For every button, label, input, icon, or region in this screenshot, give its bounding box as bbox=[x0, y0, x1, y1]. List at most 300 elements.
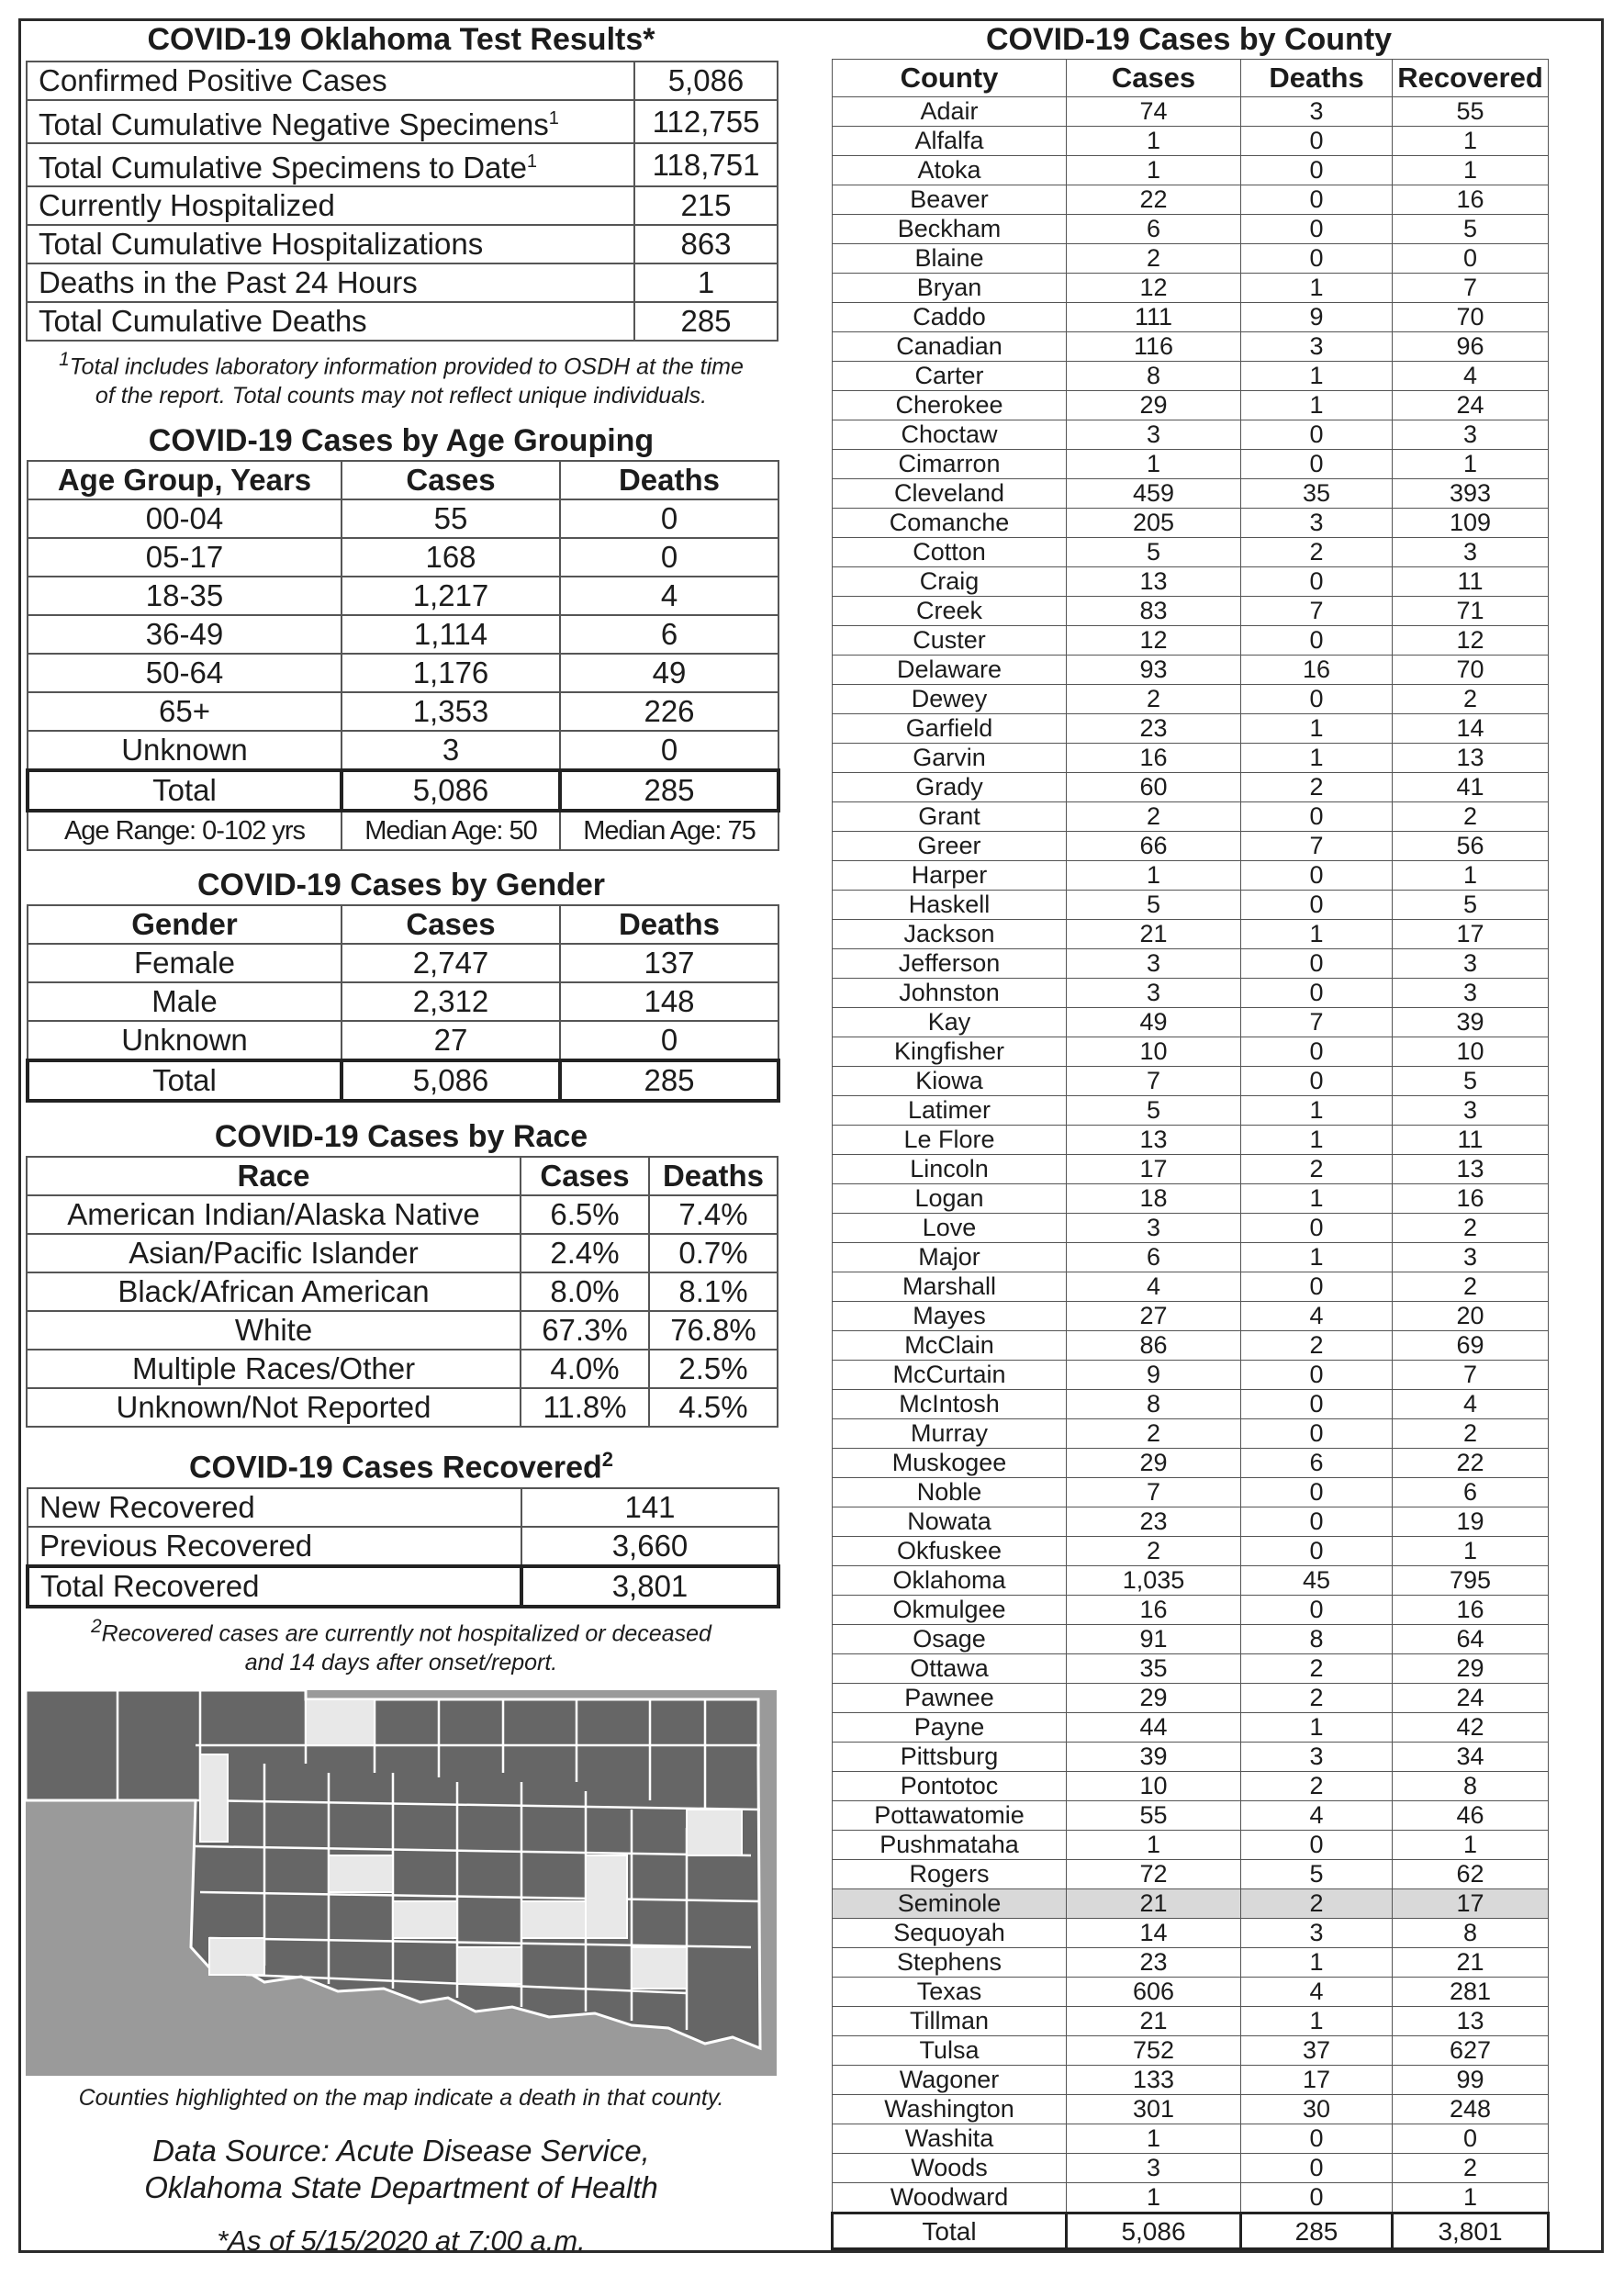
left-column bbox=[26, 20, 777, 2259]
county-cell: Cotton bbox=[833, 538, 1067, 567]
county-row bbox=[833, 1625, 1549, 1654]
county-cell: Woodward bbox=[833, 2183, 1067, 2213]
county-total-cell: 5,086 bbox=[1067, 2213, 1241, 2249]
recovered-total-label: Total Recovered bbox=[28, 1566, 521, 1607]
county-cell: 11 bbox=[1393, 567, 1549, 597]
county-row bbox=[833, 626, 1549, 656]
county-row bbox=[833, 1948, 1549, 1978]
county-row bbox=[833, 891, 1549, 920]
county-cell: 5 bbox=[1067, 891, 1241, 920]
county-cell: 55 bbox=[1393, 97, 1549, 127]
county-cell: Canadian bbox=[833, 332, 1067, 362]
county-cell: Alfalfa bbox=[833, 127, 1067, 156]
county-cell: Major bbox=[833, 1243, 1067, 1272]
county-row bbox=[833, 1331, 1549, 1361]
county-cell: 2 bbox=[1241, 1331, 1393, 1361]
as-of-date: *As of 5/15/2020 at 7:00 a.m. bbox=[217, 2224, 586, 2257]
county-cell: 2 bbox=[1241, 1155, 1393, 1184]
county-cell: Noble bbox=[833, 1478, 1067, 1507]
test-result-row bbox=[27, 302, 778, 341]
age-header: Age Group, Years bbox=[28, 461, 342, 499]
county-cell: 3 bbox=[1393, 538, 1549, 567]
county-cell: 1 bbox=[1393, 156, 1549, 185]
race-cell: 76.8% bbox=[649, 1311, 778, 1350]
county-cell: 4 bbox=[1241, 1978, 1393, 2007]
county-cell: Kay bbox=[833, 1008, 1067, 1037]
county-cell: 0 bbox=[1241, 185, 1393, 215]
county-cell: 7 bbox=[1067, 1478, 1241, 1507]
gender-row bbox=[28, 982, 778, 1021]
data-source bbox=[26, 2133, 777, 2259]
county-cell: 1 bbox=[1241, 1713, 1393, 1743]
test-result-label: Total Cumulative Specimens to Date$^1$ bbox=[27, 143, 634, 186]
county-row bbox=[833, 1889, 1549, 1919]
recovered-label: New Recovered bbox=[28, 1488, 521, 1527]
county-cell: 2 bbox=[1067, 244, 1241, 274]
county-row bbox=[833, 1919, 1549, 1948]
race-cell: 11.8% bbox=[521, 1388, 649, 1427]
county-row bbox=[833, 1772, 1549, 1801]
county-row bbox=[833, 1155, 1549, 1184]
county-cell: Choctaw bbox=[833, 420, 1067, 450]
county-cell: 60 bbox=[1067, 773, 1241, 802]
gender-cell: Unknown bbox=[28, 1021, 342, 1060]
county-cell: 0 bbox=[1241, 1507, 1393, 1537]
county-cell: 13 bbox=[1067, 1126, 1241, 1155]
race-row bbox=[27, 1311, 778, 1350]
county-cell: 205 bbox=[1067, 509, 1241, 538]
county-cell: 0 bbox=[1241, 1214, 1393, 1243]
county-cell: 1 bbox=[1067, 127, 1241, 156]
county-cell: Okfuskee bbox=[833, 1537, 1067, 1566]
county-cell: 10 bbox=[1067, 1772, 1241, 1801]
race-header: Deaths bbox=[649, 1157, 778, 1195]
county-cell: 0 bbox=[1241, 244, 1393, 274]
county-row bbox=[833, 185, 1549, 215]
county-cell: 6 bbox=[1241, 1449, 1393, 1478]
county-cell: 69 bbox=[1393, 1331, 1549, 1361]
age-total-row bbox=[28, 770, 778, 811]
county-cell: 5 bbox=[1067, 1096, 1241, 1126]
county-cell: Cimarron bbox=[833, 450, 1067, 479]
county-cell: 21 bbox=[1067, 2007, 1241, 2036]
county-header: Cases bbox=[1067, 60, 1241, 97]
age-cell: 1,114 bbox=[342, 615, 560, 654]
county-cell: 459 bbox=[1067, 479, 1241, 509]
county-cell: 9 bbox=[1067, 1361, 1241, 1390]
county-cell: Johnston bbox=[833, 979, 1067, 1008]
county-cell: 34 bbox=[1393, 1743, 1549, 1772]
county-cell: 2 bbox=[1393, 1419, 1549, 1449]
gender-title: COVID-19 Cases by Gender bbox=[196, 868, 606, 903]
county-row bbox=[833, 479, 1549, 509]
county-cell: 35 bbox=[1067, 1654, 1241, 1684]
gender-header: Cases bbox=[342, 905, 560, 944]
county-cell: 14 bbox=[1067, 1919, 1241, 1948]
county-cell: 7 bbox=[1067, 1067, 1241, 1096]
county-cell: Mayes bbox=[833, 1302, 1067, 1331]
county-cell: 0 bbox=[1241, 567, 1393, 597]
county-row bbox=[833, 1801, 1549, 1831]
county-cell: 0 bbox=[1241, 949, 1393, 979]
county-cell: 23 bbox=[1067, 714, 1241, 744]
county-cell: Caddo bbox=[833, 303, 1067, 332]
age-cell: 1,353 bbox=[342, 692, 560, 731]
race-cell: 4.5% bbox=[649, 1388, 778, 1427]
county-cell: 0 bbox=[1241, 450, 1393, 479]
county-cell: 62 bbox=[1393, 1860, 1549, 1889]
county-cell: 0 bbox=[1241, 1390, 1393, 1419]
county-row bbox=[833, 509, 1549, 538]
county-row bbox=[833, 1214, 1549, 1243]
recovered-table bbox=[26, 1487, 780, 1608]
county-cell: Haskell bbox=[833, 891, 1067, 920]
county-cell: 64 bbox=[1393, 1625, 1549, 1654]
county-row bbox=[833, 420, 1549, 450]
county-row bbox=[833, 156, 1549, 185]
county-cell: Tillman bbox=[833, 2007, 1067, 2036]
race-cell: 0.7% bbox=[649, 1234, 778, 1272]
county-cell: Lincoln bbox=[833, 1155, 1067, 1184]
county-cell: 12 bbox=[1067, 274, 1241, 303]
county-cell: 71 bbox=[1393, 597, 1549, 626]
county-cell: Texas bbox=[833, 1978, 1067, 2007]
county-cell: 2 bbox=[1067, 1419, 1241, 1449]
county-cell: Latimer bbox=[833, 1096, 1067, 1126]
county-cell: 0 bbox=[1241, 1272, 1393, 1302]
race-cell: White bbox=[27, 1311, 521, 1350]
gender-cell: 0 bbox=[560, 1021, 778, 1060]
county-cell: 21 bbox=[1393, 1948, 1549, 1978]
age-row bbox=[28, 538, 778, 577]
county-cell: Muskogee bbox=[833, 1449, 1067, 1478]
county-cell: 3 bbox=[1241, 97, 1393, 127]
county-row bbox=[833, 1713, 1549, 1743]
county-cell: 0 bbox=[1241, 1596, 1393, 1625]
county-cell: Marshall bbox=[833, 1272, 1067, 1302]
recovered-value: 3,660 bbox=[521, 1527, 778, 1566]
gender-table bbox=[26, 904, 780, 1103]
county-cell: 21 bbox=[1067, 920, 1241, 949]
age-cell: 0 bbox=[560, 499, 778, 538]
county-header: Deaths bbox=[1241, 60, 1393, 97]
county-cell: 3 bbox=[1067, 1214, 1241, 1243]
county-cell: 11 bbox=[1393, 1126, 1549, 1155]
gender-cell: 137 bbox=[560, 944, 778, 982]
county-cell: 1 bbox=[1241, 1243, 1393, 1272]
county-cell: 116 bbox=[1067, 332, 1241, 362]
test-result-value: 863 bbox=[634, 225, 778, 263]
county-cell: 27 bbox=[1067, 1302, 1241, 1331]
county-cell: Love bbox=[833, 1214, 1067, 1243]
county-cell: Wagoner bbox=[833, 2066, 1067, 2095]
county-cell: 39 bbox=[1067, 1743, 1241, 1772]
test-result-value: 5,086 bbox=[634, 62, 778, 100]
county-cell: Beaver bbox=[833, 185, 1067, 215]
county-row bbox=[833, 1978, 1549, 2007]
county-cell: 29 bbox=[1067, 1684, 1241, 1713]
county-row bbox=[833, 1743, 1549, 1772]
county-cell: 0 bbox=[1241, 156, 1393, 185]
race-cell: 6.5% bbox=[521, 1195, 649, 1234]
county-row bbox=[833, 97, 1549, 127]
test-result-row bbox=[27, 225, 778, 263]
county-cell: 8 bbox=[1393, 1772, 1549, 1801]
county-cell: 0 bbox=[1241, 1419, 1393, 1449]
county-cell: 0 bbox=[1241, 2154, 1393, 2183]
county-cell: 4 bbox=[1393, 1390, 1549, 1419]
gender-cell: 148 bbox=[560, 982, 778, 1021]
county-cell: 2 bbox=[1393, 2154, 1549, 2183]
county-cell: 29 bbox=[1067, 391, 1241, 420]
age-header: Cases bbox=[342, 461, 560, 499]
county-cell: 35 bbox=[1241, 479, 1393, 509]
county-cell: 39 bbox=[1393, 1008, 1549, 1037]
age-cell: 6 bbox=[560, 615, 778, 654]
county-cell: 22 bbox=[1067, 185, 1241, 215]
county-row bbox=[833, 1860, 1549, 1889]
county-cell: 72 bbox=[1067, 1860, 1241, 1889]
county-cell: 606 bbox=[1067, 1978, 1241, 2007]
county-cell: 13 bbox=[1393, 1155, 1549, 1184]
data-source-line2: Oklahoma State Department of Health bbox=[144, 2169, 658, 2204]
age-cell: 49 bbox=[560, 654, 778, 692]
county-cell: 9 bbox=[1241, 303, 1393, 332]
county-cell: Custer bbox=[833, 626, 1067, 656]
race-cell: 8.0% bbox=[521, 1272, 649, 1311]
county-cell: 248 bbox=[1393, 2095, 1549, 2124]
county-row bbox=[833, 1008, 1549, 1037]
county-row bbox=[833, 979, 1549, 1008]
county-cell: 3 bbox=[1241, 332, 1393, 362]
county-cell: 0 bbox=[1241, 861, 1393, 891]
race-row bbox=[27, 1272, 778, 1311]
county-cell: Garvin bbox=[833, 744, 1067, 773]
gender-total-cell: 5,086 bbox=[342, 1060, 560, 1101]
age-median-cell: Median Age: 75 bbox=[560, 811, 778, 850]
race-row bbox=[27, 1234, 778, 1272]
county-total-cell: 3,801 bbox=[1393, 2213, 1549, 2249]
county-cell: 17 bbox=[1393, 1889, 1549, 1919]
county-cell: 12 bbox=[1067, 626, 1241, 656]
county-cell: 2 bbox=[1393, 685, 1549, 714]
age-median-cell: Median Age: 50 bbox=[342, 811, 560, 850]
county-cell: 1 bbox=[1393, 1537, 1549, 1566]
race-cell: 2.5% bbox=[649, 1350, 778, 1388]
county-row bbox=[833, 391, 1549, 420]
county-cell: 111 bbox=[1067, 303, 1241, 332]
county-cell: Jefferson bbox=[833, 949, 1067, 979]
county-row bbox=[833, 1184, 1549, 1214]
county-cell: Sequoyah bbox=[833, 1919, 1067, 1948]
recovered-total-value: 3,801 bbox=[521, 1566, 778, 1607]
county-cell: 44 bbox=[1067, 1713, 1241, 1743]
age-row bbox=[28, 577, 778, 615]
county-cell: 1 bbox=[1241, 1948, 1393, 1978]
age-cell: 55 bbox=[342, 499, 560, 538]
county-cell: 5 bbox=[1393, 1067, 1549, 1096]
county-total-cell: Total bbox=[833, 2213, 1067, 2249]
county-row bbox=[833, 1419, 1549, 1449]
county-cell: Ottawa bbox=[833, 1654, 1067, 1684]
race-cell: Multiple Races/Other bbox=[27, 1350, 521, 1388]
county-cell: 74 bbox=[1067, 97, 1241, 127]
county-cell: Grant bbox=[833, 802, 1067, 832]
test-result-value: 118,751 bbox=[634, 143, 778, 186]
county-cell: 1 bbox=[1067, 450, 1241, 479]
county-cell: 2 bbox=[1241, 538, 1393, 567]
county-cell: Kiowa bbox=[833, 1067, 1067, 1096]
county-cell: Cleveland bbox=[833, 479, 1067, 509]
race-row bbox=[27, 1388, 778, 1427]
county-cell: Washita bbox=[833, 2124, 1067, 2154]
county-row bbox=[833, 1537, 1549, 1566]
county-cell: 70 bbox=[1393, 303, 1549, 332]
gender-header: Deaths bbox=[560, 905, 778, 944]
county-cell: 1 bbox=[1241, 362, 1393, 391]
county-cell: 3 bbox=[1067, 949, 1241, 979]
county-cell: 24 bbox=[1393, 1684, 1549, 1713]
age-cell: 4 bbox=[560, 577, 778, 615]
county-cell: 16 bbox=[1067, 744, 1241, 773]
county-cell: 6 bbox=[1393, 1478, 1549, 1507]
county-cell: 2 bbox=[1241, 1889, 1393, 1919]
county-row bbox=[833, 538, 1549, 567]
county-row bbox=[833, 1243, 1549, 1272]
county-cell: 1 bbox=[1241, 1126, 1393, 1155]
test-results-title: COVID-19 Oklahoma Test Results* bbox=[147, 22, 655, 57]
county-cell: 7 bbox=[1393, 274, 1549, 303]
age-cell: 05-17 bbox=[28, 538, 342, 577]
county-cell: 10 bbox=[1393, 1037, 1549, 1067]
age-cell: 226 bbox=[560, 692, 778, 731]
age-row bbox=[28, 615, 778, 654]
county-cell: Pawnee bbox=[833, 1684, 1067, 1713]
test-result-row bbox=[27, 263, 778, 302]
county-cell: 1 bbox=[1241, 744, 1393, 773]
county-cell: Cherokee bbox=[833, 391, 1067, 420]
county-cell: Delaware bbox=[833, 656, 1067, 685]
county-cell: 4 bbox=[1393, 362, 1549, 391]
county-row bbox=[833, 127, 1549, 156]
county-cell: 627 bbox=[1393, 2036, 1549, 2066]
test-result-value: 1 bbox=[634, 263, 778, 302]
county-cell: 0 bbox=[1241, 802, 1393, 832]
county-cell: 2 bbox=[1067, 802, 1241, 832]
county-cell: 0 bbox=[1241, 2124, 1393, 2154]
race-cell: 2.4% bbox=[521, 1234, 649, 1272]
county-cell: 1 bbox=[1067, 861, 1241, 891]
county-cell: Woods bbox=[833, 2154, 1067, 2183]
county-cell: 29 bbox=[1393, 1654, 1549, 1684]
county-row bbox=[833, 2183, 1549, 2213]
county-cell: 0 bbox=[1241, 1478, 1393, 1507]
county-cell: 0 bbox=[1241, 127, 1393, 156]
county-cell: 13 bbox=[1067, 567, 1241, 597]
recovered-label: Previous Recovered bbox=[28, 1527, 521, 1566]
test-result-label: Currently Hospitalized bbox=[27, 186, 634, 225]
age-row bbox=[28, 731, 778, 770]
age-cell: 0 bbox=[560, 731, 778, 770]
age-title: COVID-19 Cases by Age Grouping bbox=[148, 423, 655, 459]
county-cell: 1 bbox=[1241, 2007, 1393, 2036]
test-results-table bbox=[26, 61, 778, 342]
county-row bbox=[833, 656, 1549, 685]
county-cell: 7 bbox=[1241, 1008, 1393, 1037]
county-cell: 7 bbox=[1241, 597, 1393, 626]
county-cell: 1 bbox=[1393, 861, 1549, 891]
county-cell: 24 bbox=[1393, 391, 1549, 420]
county-cell: 8 bbox=[1067, 362, 1241, 391]
county-cell: Logan bbox=[833, 1184, 1067, 1214]
county-cell: 2 bbox=[1241, 773, 1393, 802]
age-cell: 36-49 bbox=[28, 615, 342, 654]
county-cell: Pontotoc bbox=[833, 1772, 1067, 1801]
county-cell: 37 bbox=[1241, 2036, 1393, 2066]
county-cell: 17 bbox=[1067, 1155, 1241, 1184]
county-cell: 86 bbox=[1067, 1331, 1241, 1361]
gender-row bbox=[28, 944, 778, 982]
gender-cell: 2,312 bbox=[342, 982, 560, 1021]
county-cell: 16 bbox=[1393, 1596, 1549, 1625]
county-row bbox=[833, 1449, 1549, 1478]
county-cell: 1 bbox=[1241, 274, 1393, 303]
race-cell: Unknown/Not Reported bbox=[27, 1388, 521, 1427]
age-total-cell: 5,086 bbox=[342, 770, 560, 811]
county-row bbox=[833, 1478, 1549, 1507]
county-cell: Nowata bbox=[833, 1507, 1067, 1537]
county-cell: Comanche bbox=[833, 509, 1067, 538]
county-cell: Grady bbox=[833, 773, 1067, 802]
county-cell: 0 bbox=[1241, 420, 1393, 450]
county-cell: Blaine bbox=[833, 244, 1067, 274]
county-cell: 8 bbox=[1067, 1390, 1241, 1419]
test-result-row bbox=[27, 143, 778, 186]
recovered-footnote: $^2$Recovered cases are currently not hospitalized or deceased and 14 days after onset/report. bbox=[91, 1615, 711, 1675]
county-row bbox=[833, 2124, 1549, 2154]
race-cell: 8.1% bbox=[649, 1272, 778, 1311]
county-cell: Pittsburg bbox=[833, 1743, 1067, 1772]
county-cell: 2 bbox=[1393, 802, 1549, 832]
county-cell: Murray bbox=[833, 1419, 1067, 1449]
county-row bbox=[833, 2007, 1549, 2036]
county-cell: 3 bbox=[1067, 420, 1241, 450]
test-result-label: Total Cumulative Hospitalizations bbox=[27, 225, 634, 263]
county-cell: 18 bbox=[1067, 1184, 1241, 1214]
county-title: COVID-19 Cases by County bbox=[985, 22, 1393, 57]
county-cell: McIntosh bbox=[833, 1390, 1067, 1419]
county-cell: 0 bbox=[1241, 1067, 1393, 1096]
county-cell: 3 bbox=[1241, 1743, 1393, 1772]
race-header: Race bbox=[27, 1157, 521, 1195]
recovered-title: COVID-19 Cases Recovered$^2$ bbox=[188, 1448, 614, 1485]
test-result-label: Confirmed Positive Cases bbox=[27, 62, 634, 100]
county-cell: 13 bbox=[1393, 2007, 1549, 2036]
county-row bbox=[833, 1302, 1549, 1331]
county-cell: 1 bbox=[1393, 127, 1549, 156]
county-cell: 2 bbox=[1393, 1272, 1549, 1302]
recovered-value: 141 bbox=[521, 1488, 778, 1527]
county-cell: 96 bbox=[1393, 332, 1549, 362]
county-row bbox=[833, 773, 1549, 802]
race-cell: American Indian/Alaska Native bbox=[27, 1195, 521, 1234]
county-cell: 4 bbox=[1241, 1801, 1393, 1831]
county-cell: 0 bbox=[1393, 2124, 1549, 2154]
county-cell: 1 bbox=[1241, 714, 1393, 744]
county-cell: Kingfisher bbox=[833, 1037, 1067, 1067]
data-source-line1: Data Source: Acute Disease Service, bbox=[152, 2133, 650, 2168]
county-row bbox=[833, 2154, 1549, 2183]
